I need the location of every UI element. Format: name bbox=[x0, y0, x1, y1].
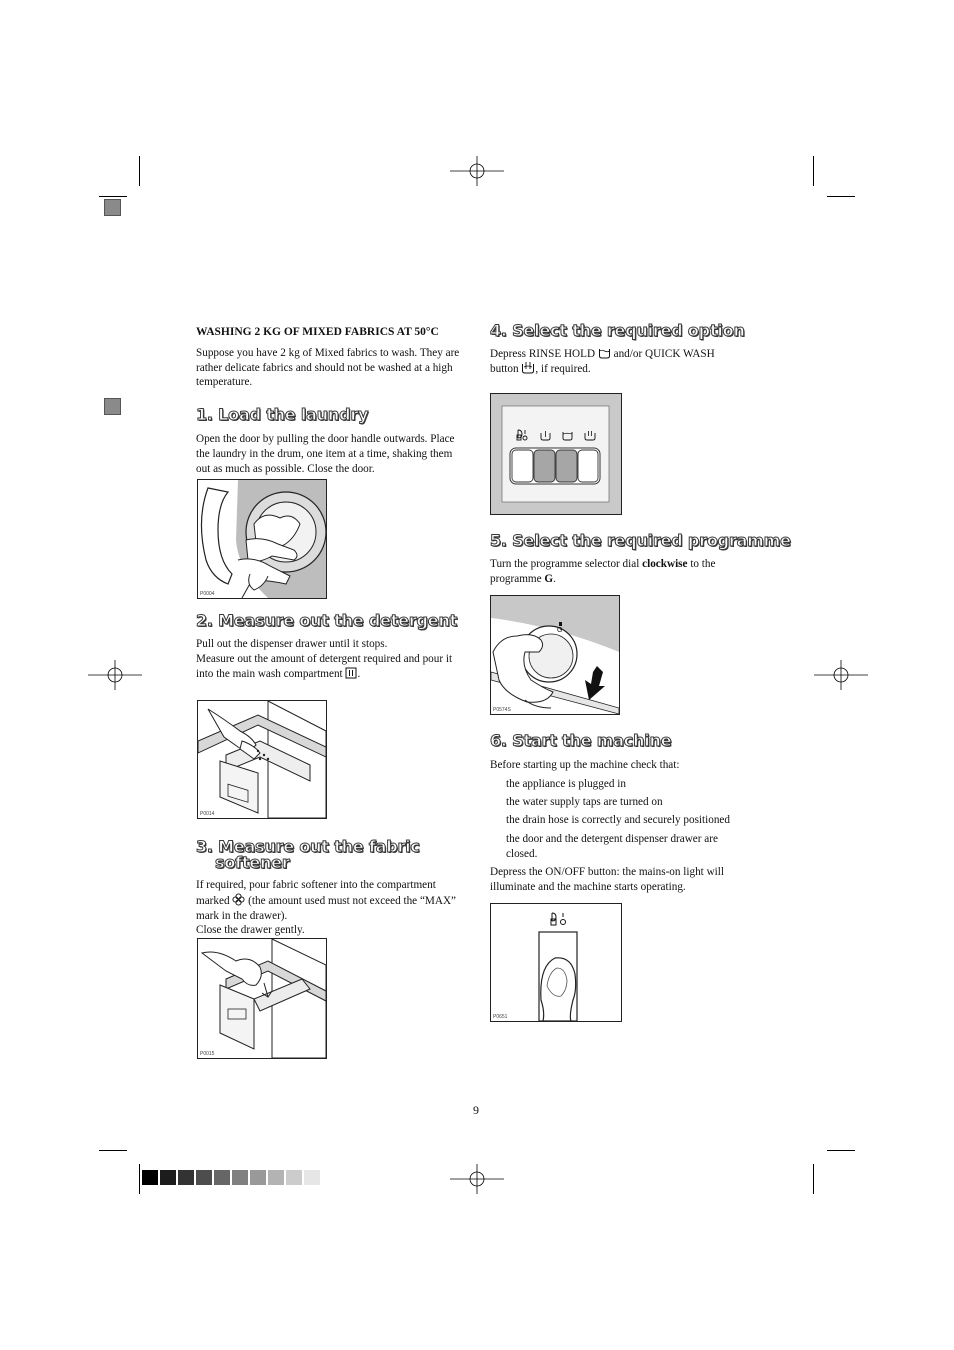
check-item: the drain hose is correctly and securely positioned bbox=[506, 814, 730, 826]
crop-mark bbox=[139, 156, 140, 186]
margin-square bbox=[104, 199, 121, 216]
grey-swatch bbox=[214, 1170, 230, 1185]
dial-letter: G bbox=[557, 627, 563, 634]
step-3-title-line2: softener bbox=[215, 853, 290, 872]
step-4-text-c: , if required. bbox=[535, 362, 591, 375]
step-2-line2-end: . bbox=[357, 667, 361, 680]
step-6-intro: Before starting up the machine check that: bbox=[490, 759, 680, 771]
step-3-text-b: (the amount used must not exceed the “MAX” mark in the drawer). bbox=[196, 894, 456, 922]
step-4-title: 4. Select the required option bbox=[490, 321, 745, 340]
quick-wash-icon bbox=[521, 362, 535, 374]
step-6-outro: Depress the ON/OFF button: the mains-on light will illuminate and the machine starts operating. bbox=[490, 866, 724, 893]
step-2-title: 2. Measure out the detergent bbox=[196, 611, 458, 630]
detergent-drawer-figure bbox=[197, 700, 327, 819]
fabric-softener-figure bbox=[197, 938, 327, 1059]
rinse-hold-icon bbox=[598, 348, 611, 359]
registration-mark-icon bbox=[450, 1164, 504, 1194]
crop-mark bbox=[813, 1164, 814, 1194]
step-5-text-c: . bbox=[553, 572, 556, 585]
main-wash-icon bbox=[345, 667, 357, 679]
step-4-text-a: Depress RINSE HOLD bbox=[490, 348, 596, 360]
figure-code: P0015 bbox=[200, 1051, 215, 1057]
load-laundry-figure bbox=[197, 479, 327, 599]
figure-code: P0651 bbox=[493, 1014, 508, 1020]
figure-code: P0574S bbox=[493, 707, 511, 713]
grey-scale-bar bbox=[142, 1170, 322, 1186]
step-3-title-line1: 3. Measure out the fabric bbox=[196, 837, 420, 856]
grey-swatch bbox=[268, 1170, 284, 1185]
check-item: the door and the detergent dispenser drawer are closed. bbox=[506, 833, 718, 860]
registration-mark-icon bbox=[814, 660, 868, 690]
crop-mark bbox=[827, 196, 855, 197]
grey-swatch bbox=[160, 1170, 176, 1185]
step-5-text-bold1: clockwise bbox=[642, 558, 688, 570]
grey-swatch bbox=[304, 1170, 320, 1185]
crop-mark bbox=[99, 196, 127, 197]
option-panel-figure bbox=[490, 393, 622, 515]
fabric-softener-icon bbox=[232, 893, 245, 906]
step-4-text-b: and/or QUICK WASH button bbox=[490, 348, 715, 375]
grey-swatch bbox=[232, 1170, 248, 1185]
step-6-title: 6. Start the machine bbox=[490, 731, 672, 750]
step-5-title: 5. Select the required programme bbox=[490, 531, 791, 550]
crop-mark bbox=[99, 1150, 127, 1151]
step-1-text: Open the door by pulling the door handle outwards. Place the laundry in the drum, one item at a time, shaking them out as much as possible. Close the door. bbox=[196, 433, 455, 475]
programme-dial-figure bbox=[490, 595, 620, 715]
crop-mark bbox=[139, 1164, 140, 1194]
left-column bbox=[196, 325, 466, 390]
on-off-button-figure bbox=[490, 903, 622, 1022]
figure-code: P0004 bbox=[200, 591, 215, 597]
step-3-text-a: If required, pour fabric softener into the compartment marked bbox=[196, 879, 436, 907]
check-item: the water supply taps are turned on bbox=[506, 796, 663, 808]
step-1-title: 1. Load the laundry bbox=[196, 405, 369, 424]
check-item: the appliance is plugged in bbox=[506, 778, 626, 790]
figure-code: P0014 bbox=[200, 811, 215, 817]
page-number: 9 bbox=[473, 1103, 479, 1117]
step-3-text-c: Close the drawer gently. bbox=[196, 924, 305, 937]
step-2-line1: Pull out the dispenser drawer until it stops. bbox=[196, 638, 388, 650]
grey-swatch bbox=[196, 1170, 212, 1185]
registration-mark-icon bbox=[450, 156, 504, 186]
grey-swatch bbox=[286, 1170, 302, 1185]
registration-mark-icon bbox=[88, 660, 142, 690]
grey-swatch bbox=[178, 1170, 194, 1185]
intro-title: WASHING 2 KG OF MIXED FABRICS AT 50°C bbox=[196, 326, 439, 338]
step-2-line2: Measure out the amount of detergent required and pour it into the main wash compartment bbox=[196, 652, 453, 680]
crop-mark bbox=[813, 156, 814, 186]
intro-text: Suppose you have 2 kg of Mixed fabrics to wash. They are rather delicate fabrics and should not be washed at a high temperature. bbox=[196, 346, 460, 389]
grey-swatch bbox=[142, 1170, 158, 1185]
crop-mark bbox=[827, 1150, 855, 1151]
step-5-text-bold2: G bbox=[544, 572, 554, 585]
step-5-text-b: to the programme bbox=[490, 558, 716, 585]
grey-swatch bbox=[250, 1170, 266, 1185]
margin-square bbox=[104, 398, 121, 415]
step-5-text-a: Turn the programme selector dial bbox=[490, 558, 640, 570]
